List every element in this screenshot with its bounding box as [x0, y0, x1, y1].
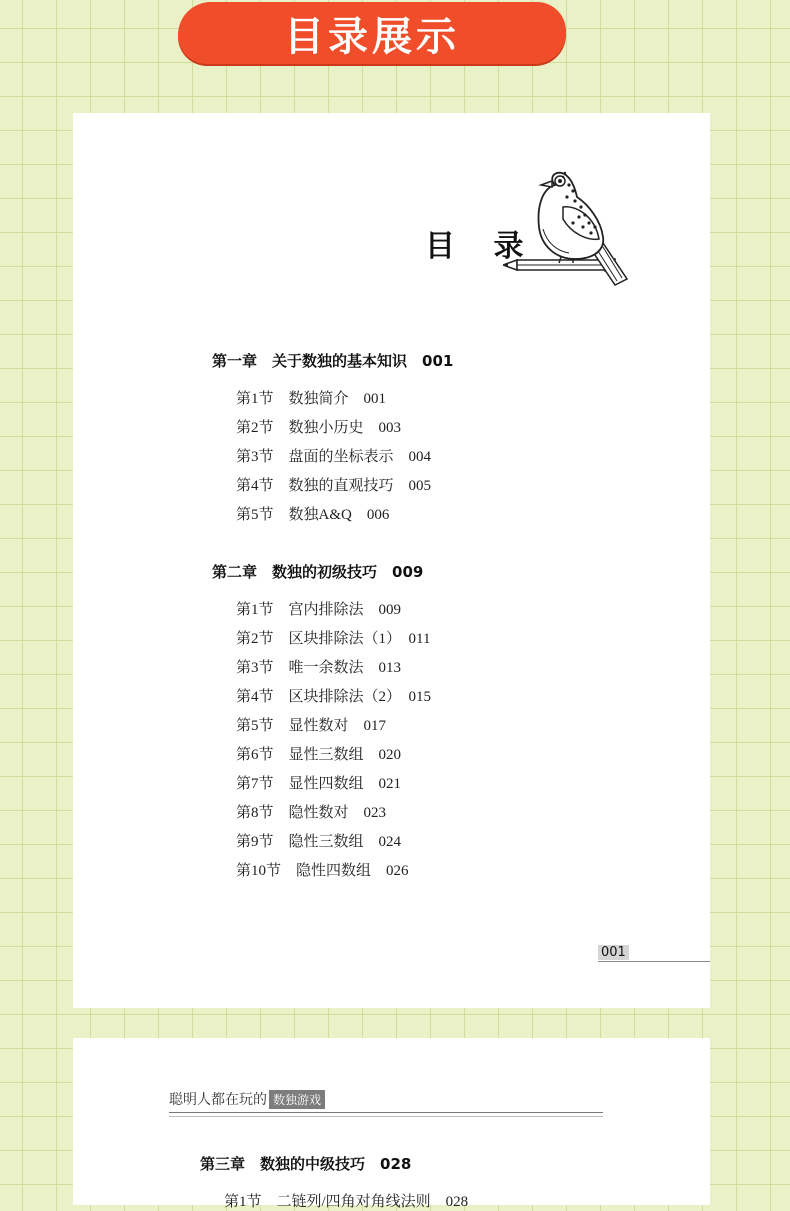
chapter-heading: 第二章 数独的初级技巧 009	[212, 563, 424, 581]
header-rule	[169, 1112, 603, 1117]
section-item: 第10节 隐性四数组 026	[236, 863, 409, 879]
section-item: 第6节 显性三数组 020	[236, 747, 402, 763]
page-number: 001	[598, 945, 629, 960]
chapter-heading: 第一章 关于数独的基本知识 001	[212, 352, 454, 370]
section-item: 第5节 数独A&Q 006	[236, 507, 390, 523]
section-item: 第3节 盘面的坐标表示 004	[236, 449, 432, 465]
section-item: 第4节 数独的直观技巧 005	[236, 478, 432, 494]
toc-title: 目 录	[425, 229, 538, 264]
section-item: 第7节 显性四数组 021	[236, 776, 402, 792]
section-item: 第1节 数独简介 001	[236, 391, 387, 407]
running-header-text: 聪明人都在玩的	[169, 1092, 267, 1108]
section-item: 第9节 隐性三数组 024	[236, 834, 402, 850]
title-banner	[178, 2, 566, 64]
page-number-rule	[598, 961, 710, 962]
section-item: 第2节 区块排除法（1） 011	[236, 631, 431, 647]
section-item: 第1节 二链列/四角对角线法则 028	[224, 1194, 469, 1210]
toc-page-2	[73, 1038, 710, 1210]
section-item: 第5节 显性数对 017	[236, 718, 387, 734]
section-item: 第4节 区块排除法（2） 015	[236, 689, 432, 705]
section-item: 第8节 隐性数对 023	[236, 805, 387, 821]
chapter-heading: 第三章 数独的中级技巧 028	[200, 1155, 412, 1173]
section-item: 第3节 唯一余数法 013	[236, 660, 402, 676]
toc-page-1	[73, 113, 710, 1008]
running-header-tag: 数独游戏	[269, 1090, 325, 1109]
section-item: 第2节 数独小历史 003	[236, 420, 402, 436]
banner-title: 目录展示	[284, 13, 460, 60]
running-header	[169, 1089, 325, 1109]
section-item: 第1节 宫内排除法 009	[236, 602, 402, 618]
